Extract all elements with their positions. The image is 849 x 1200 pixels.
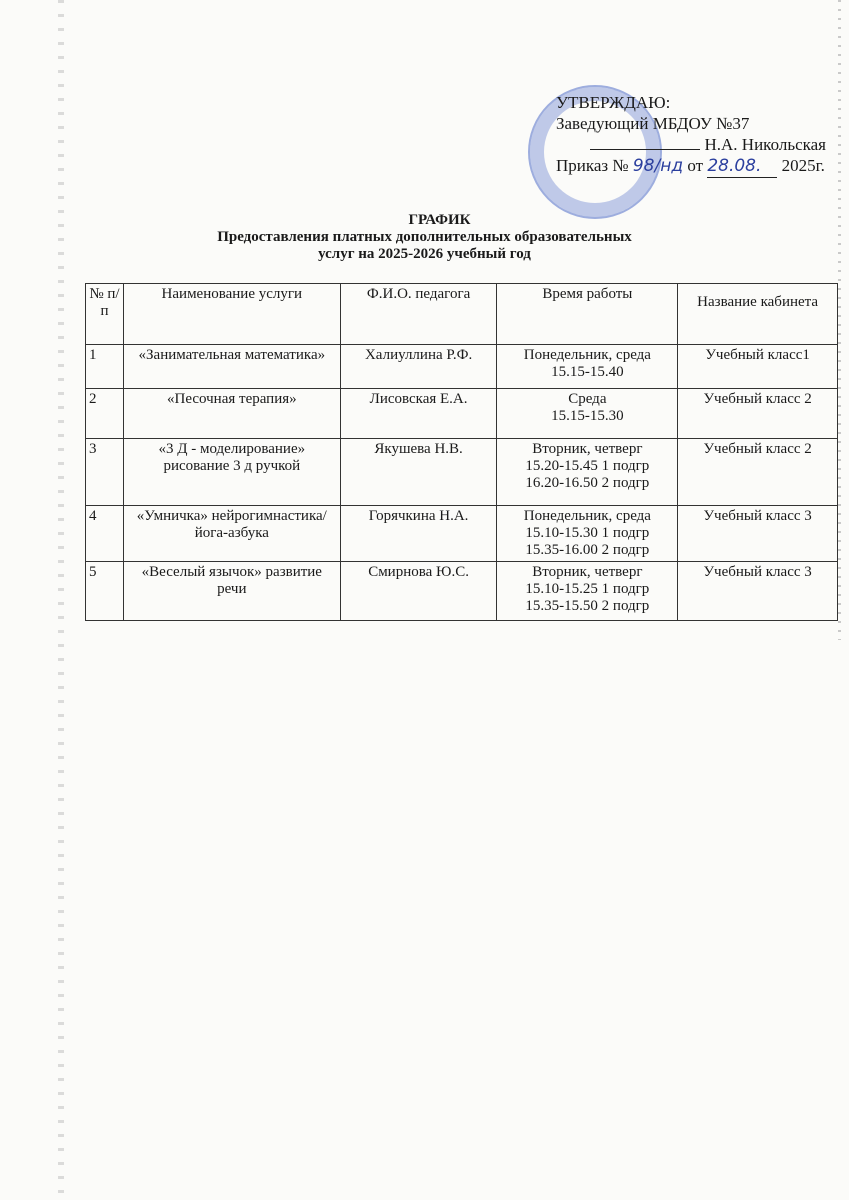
room-name: Учебный класс 3 — [678, 562, 838, 621]
work-time — [497, 506, 678, 562]
table-row — [86, 389, 838, 439]
time-line: 15.15-15.30 — [551, 408, 624, 424]
approval-block — [556, 92, 826, 178]
room-name: Учебный класс 2 — [678, 389, 838, 439]
time-line: 16.20-16.50 2 подгр — [525, 475, 650, 491]
time-line: Вторник, четверг — [532, 441, 643, 457]
scan-edge — [58, 0, 64, 1200]
table-row — [86, 345, 838, 389]
work-time — [497, 389, 678, 439]
row-number: 1 — [86, 345, 124, 389]
order-date: 28.08. — [707, 156, 777, 178]
room-name: Учебный класс1 — [678, 345, 838, 389]
row-number: 4 — [86, 506, 124, 562]
position: Заведующий МБДОУ №37 — [556, 114, 750, 133]
document-title — [0, 212, 849, 263]
row-number: 3 — [86, 439, 124, 506]
signature-line — [590, 149, 700, 150]
row-number: 2 — [86, 389, 124, 439]
teacher-name: Смирнова Ю.С. — [340, 562, 497, 621]
time-line: 15.10-15.25 1 подгр — [525, 581, 650, 597]
time-line: 15.20-15.45 1 подгр — [525, 458, 650, 474]
table-row — [86, 439, 838, 506]
schedule-table — [85, 283, 838, 621]
scan-edge-right — [838, 0, 841, 640]
teacher-name: Горячкина Н.А. — [340, 506, 497, 562]
work-time — [497, 345, 678, 389]
work-time — [497, 562, 678, 621]
row-number: 5 — [86, 562, 124, 621]
time-line: 15.35-15.50 2 подгр — [525, 598, 650, 614]
table-row — [86, 562, 838, 621]
time-line: 15.15-15.40 — [551, 364, 624, 380]
approved-label: УТВЕРЖДАЮ: — [556, 93, 671, 112]
service-name: «3 Д - моделирование» рисование 3 д ручкой — [123, 439, 340, 506]
service-name: «Умничка» нейрогимнастика/ йога-азбука — [123, 506, 340, 562]
time-line: Понедельник, среда — [523, 508, 651, 524]
header-teacher: Ф.И.О. педагога — [340, 284, 497, 345]
time-line: Понедельник, среда — [523, 347, 651, 363]
title-main: ГРАФИК — [408, 212, 471, 228]
time-line: 15.10-15.30 1 подгр — [525, 525, 650, 541]
signer-name: Н.А. Никольская — [704, 135, 826, 154]
time-line: Вторник, четверг — [532, 564, 643, 580]
header-room: Название кабинета — [678, 284, 838, 345]
service-name: «Занимательная математика» — [123, 345, 340, 389]
room-name: Учебный класс 2 — [678, 439, 838, 506]
title-subtitle-2: услуг на 2025-2026 учебный год — [318, 246, 531, 262]
time-line: Среда — [568, 391, 607, 407]
order-number: 98/нд — [632, 156, 684, 176]
header-number: № п/п — [86, 284, 124, 345]
title-subtitle-1: Предоставления платных дополнительных образовательных — [217, 229, 632, 245]
room-name: Учебный класс 3 — [678, 506, 838, 562]
teacher-name: Халиуллина Р.Ф. — [340, 345, 497, 389]
time-line: 15.35-16.00 2 подгр — [525, 542, 650, 558]
service-name: «Песочная терапия» — [123, 389, 340, 439]
work-time — [497, 439, 678, 506]
from-label: от — [687, 156, 704, 175]
table-row — [86, 506, 838, 562]
teacher-name: Якушева Н.В. — [340, 439, 497, 506]
order-year: 2025г. — [781, 156, 825, 175]
table-header-row — [86, 284, 838, 345]
teacher-name: Лисовская Е.А. — [340, 389, 497, 439]
header-service: Наименование услуги — [123, 284, 340, 345]
service-name: «Веселый язычок» развитие речи — [123, 562, 340, 621]
order-label: Приказ № — [556, 156, 629, 175]
header-time: Время работы — [497, 284, 678, 345]
